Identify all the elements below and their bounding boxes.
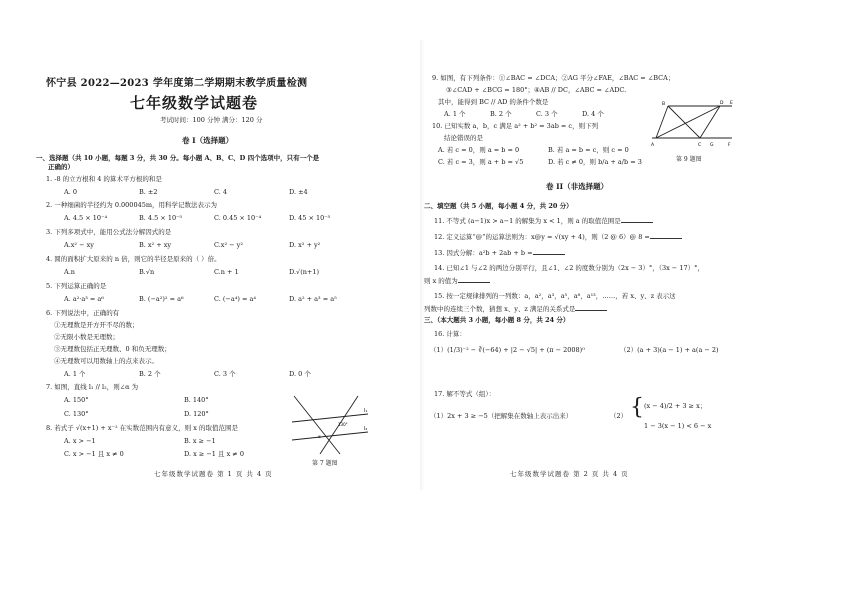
option-d: D. 45 × 10⁻⁵	[289, 214, 331, 222]
system-brace: {	[630, 395, 644, 420]
option-c: C. x > −1 且 x ≠ 0	[64, 450, 124, 458]
line-label-l1: l₁	[364, 408, 368, 414]
question-6-statement-1: ①无理数是开方开不尽的数；	[54, 321, 139, 329]
point-label-c: C	[698, 143, 702, 148]
option-b: B. x ≥ −1	[184, 437, 216, 445]
figure-7-caption: 第 7 题图	[312, 460, 338, 467]
question-6-statement-3: ③无理数包括正无理数、0 和负无理数；	[54, 345, 171, 353]
option-d: D. x² + y²	[289, 241, 321, 249]
option-a: A. a²·a³ = a⁶	[64, 295, 104, 303]
question-7-options-row-1	[64, 396, 304, 404]
question-5: 5. 下列运算正确的是	[46, 282, 107, 290]
volume-1-title: 卷 I（选择题）	[182, 136, 234, 145]
question-9: 9. 如图，有下列条件：①∠BAC = ∠DCA；②AG 平分∠FAE，∠BAC = ∠BCA；	[432, 74, 675, 82]
option-a: A.x² − xy	[64, 241, 94, 249]
point-label-a: A	[651, 143, 655, 148]
point-label-d: D	[720, 101, 724, 106]
option-b: B. x² + xy	[139, 241, 172, 249]
question-16-part-1: （1）(1/3)⁻² − ∛(−64) + |2 − √5| + (π − 2008)⁰	[430, 346, 585, 354]
question-16: 16. 计算：	[434, 330, 466, 338]
section-1-title-cont: 正确的）	[48, 163, 74, 171]
exam-page-2	[424, 40, 824, 488]
point-label-g: G	[710, 143, 714, 148]
question-7-options-row-2	[64, 410, 304, 418]
question-6-statement-4: ④无理数可以用数轴上的点来表示。	[54, 357, 158, 365]
question-15: 15. 按一定规律排列的一列数：a，a²，a³，a⁵，a⁸，a¹³，……，若 x、y、z 表示这	[434, 292, 676, 300]
option-a: A. 1 个	[64, 370, 86, 378]
question-1-options	[64, 188, 364, 196]
answer-blank[interactable]	[575, 304, 607, 311]
figure-question-7	[288, 392, 372, 462]
question-10: 10. 已知实数 a，b，c 满足 a² + b² = 3ab = c，则下列	[432, 122, 599, 130]
option-c: C. 若 c = 3，则 a + b = √5	[438, 158, 524, 166]
line-l1	[292, 414, 368, 422]
volume-2-title: 卷 II（非选择题）	[546, 182, 609, 191]
answer-blank[interactable]	[458, 276, 490, 283]
question-17-part-2: （2）	[610, 412, 628, 420]
section-2-title: 二、填空题（共 5 小题，每小题 4 分，共 20 分）	[424, 202, 573, 210]
grade-title: 七年级数学试题卷	[130, 94, 259, 112]
option-d: D.√(n+1)	[289, 268, 320, 276]
option-c: C. 3 个	[536, 110, 558, 118]
question-17: 17. 解不等式（组）：	[434, 390, 496, 398]
question-15-line-2: 列数中的连续三个数，猜想 x、y、z 满足的关系式是	[424, 304, 607, 313]
option-d: D. 120°	[184, 410, 209, 418]
option-b: B. 2 个	[490, 110, 512, 118]
option-d: D. a² + a³ = a⁵	[289, 295, 337, 303]
exam-page-1	[36, 40, 410, 488]
question-7: 7. 如图，直线 l₁ // l₂，则∠α 为	[46, 383, 139, 391]
option-b: B. 140°	[184, 396, 209, 404]
option-c: C.n + 1	[214, 268, 239, 276]
option-c: C. (−a⁴) = a⁴	[214, 295, 256, 303]
option-d: D. 0 个	[289, 370, 311, 378]
transversal-line-1	[294, 396, 340, 454]
question-4-options	[64, 268, 364, 276]
question-14-line-2: 则 x 的值为	[424, 276, 490, 285]
question-8-options-row-2	[64, 450, 304, 458]
question-10-line-2: 结论错误的是	[444, 134, 483, 142]
section-3-title: 三、（本大题共 3 小题，每小题 8 分，共 24 分）	[424, 316, 570, 324]
option-d: D. ±4	[289, 188, 308, 196]
option-d: D. 若 c ≠ 0，则 b/a + a/b = 3	[548, 158, 642, 166]
answer-blank[interactable]	[650, 232, 682, 239]
option-b: B. 2 个	[139, 370, 161, 378]
segment-bc	[668, 106, 700, 138]
question-6: 6. 下列说法中，正确的有	[46, 309, 120, 317]
question-3: 3. 下列多项式中，能用公式法分解因式的是	[46, 228, 172, 236]
question-5-options	[64, 295, 364, 303]
option-c: C. 4	[214, 188, 228, 196]
section-1-title: 一、选择题（共 10 小题，每题 3 分，共 30 分。每小题 A、B、C、D 四个选项中，只有一个是	[36, 154, 320, 162]
page-footer: 七年级数学试题卷 第 2 页 共 4 页	[510, 470, 629, 478]
exam-info: 考试时间：100 分钟 满分：120 分	[160, 116, 263, 124]
option-b: B.√n	[139, 268, 155, 276]
angle-label-alpha: α	[318, 434, 321, 439]
question-10-options-row-2	[438, 158, 658, 166]
angle-label-130: 130°	[338, 422, 348, 427]
question-6-statement-2: ②无限小数是无理数；	[54, 333, 119, 341]
option-c: C.x² − y²	[214, 241, 243, 249]
question-16-part-2: （2）(a + 3)(a − 1) + a(a − 2)	[620, 346, 719, 354]
point-label-e: E	[730, 101, 733, 106]
figure-question-9	[648, 98, 736, 150]
option-a: A. 4.5 × 10⁻⁴	[64, 214, 108, 222]
question-17-system-eq-2: 1 − 3(x − 1) < 6 − x	[644, 422, 712, 430]
question-6-options	[64, 370, 364, 378]
question-2: 2. 一种细菌的半径约为 0.000045m，用科学记数法表示为	[46, 201, 218, 209]
option-b: B. 若 a = b = c，则 c = 0	[548, 146, 629, 154]
option-c: C. 0.45 × 10⁻⁴	[214, 214, 262, 222]
option-b: B. ±2	[139, 188, 158, 196]
option-a: A. 150°	[64, 396, 89, 404]
question-2-options	[64, 214, 364, 222]
page-footer: 七年级数学试题卷 第 1 页 共 4 页	[154, 470, 273, 478]
question-11: 11. 不等式 (a−1)x > a−1 的解集为 x < 1，则 a 的取值范围是	[434, 216, 653, 225]
option-b: B. (−a²)² = a⁶	[139, 295, 184, 303]
question-4: 4. 圆的面积扩大原来的 n 倍，则它的半径是原来的（ ）倍。	[46, 255, 221, 263]
question-3-options	[64, 241, 364, 249]
option-d: D. x ≥ −1 且 x ≠ 0	[184, 450, 244, 458]
question-9-options	[444, 110, 628, 118]
question-14: 14. 已知∠1 与∠2 的两边分别平行，且∠1、∠2 的度数分别为（2x − 3）°，（3x − 17）°，	[434, 264, 704, 272]
question-10-options-row-1	[438, 146, 658, 154]
line-label-l2: l₂	[364, 426, 368, 432]
option-a: A. x > −1	[64, 437, 96, 445]
option-b: B. 4.5 × 10⁻⁵	[139, 214, 183, 222]
option-c: C. 130°	[64, 410, 89, 418]
fold-shadow	[420, 40, 424, 490]
question-13: 13. 因式分解：a²b + 2ab + b =	[434, 248, 565, 257]
option-c: C. 3 个	[214, 370, 236, 378]
question-1: 1. -8 的立方根和 4 的算术平方根的和是	[46, 175, 162, 183]
question-17-part-1: （1）2x + 3 ≥ −5（把解集在数轴上表示出来）	[430, 412, 573, 420]
question-8-options-row-1	[64, 437, 304, 445]
option-a: A. 1 个	[444, 110, 466, 118]
option-a: A. 若 c = 0，则 a = b = 0	[438, 146, 520, 154]
question-12: 12. 定义运算“@”的运算法则为：x@y = √(xy + 4)，则（2 @ 6）@ 8 =	[434, 232, 682, 241]
question-17-system-eq-1: (x − 4)/2 + 3 ≥ x；	[644, 402, 707, 410]
answer-blank[interactable]	[533, 248, 565, 255]
point-label-f: F	[728, 143, 731, 148]
question-9-line-2: ③∠CAD + ∠BCG = 180°；④AB // DC，∠ABC = ∠ADC.	[446, 86, 627, 94]
answer-blank[interactable]	[621, 216, 653, 223]
question-9-line-3: 其中，能得到 BC // AD 的条件个数是	[438, 98, 549, 106]
option-a: A. 0	[64, 188, 77, 196]
option-d: D. 4 个	[582, 110, 604, 118]
question-8: 8. 若式子 √(x+1) + x⁻² 在实数范围内有意义，则 x 的取值范围是	[46, 424, 238, 432]
figure-9-caption: 第 9 题图	[676, 156, 702, 163]
point-label-b: B	[662, 102, 666, 107]
exam-title: 怀宁县 2022—2023 学年度第二学期期末教学质量检测	[46, 78, 308, 89]
option-a: A.n	[64, 268, 75, 276]
